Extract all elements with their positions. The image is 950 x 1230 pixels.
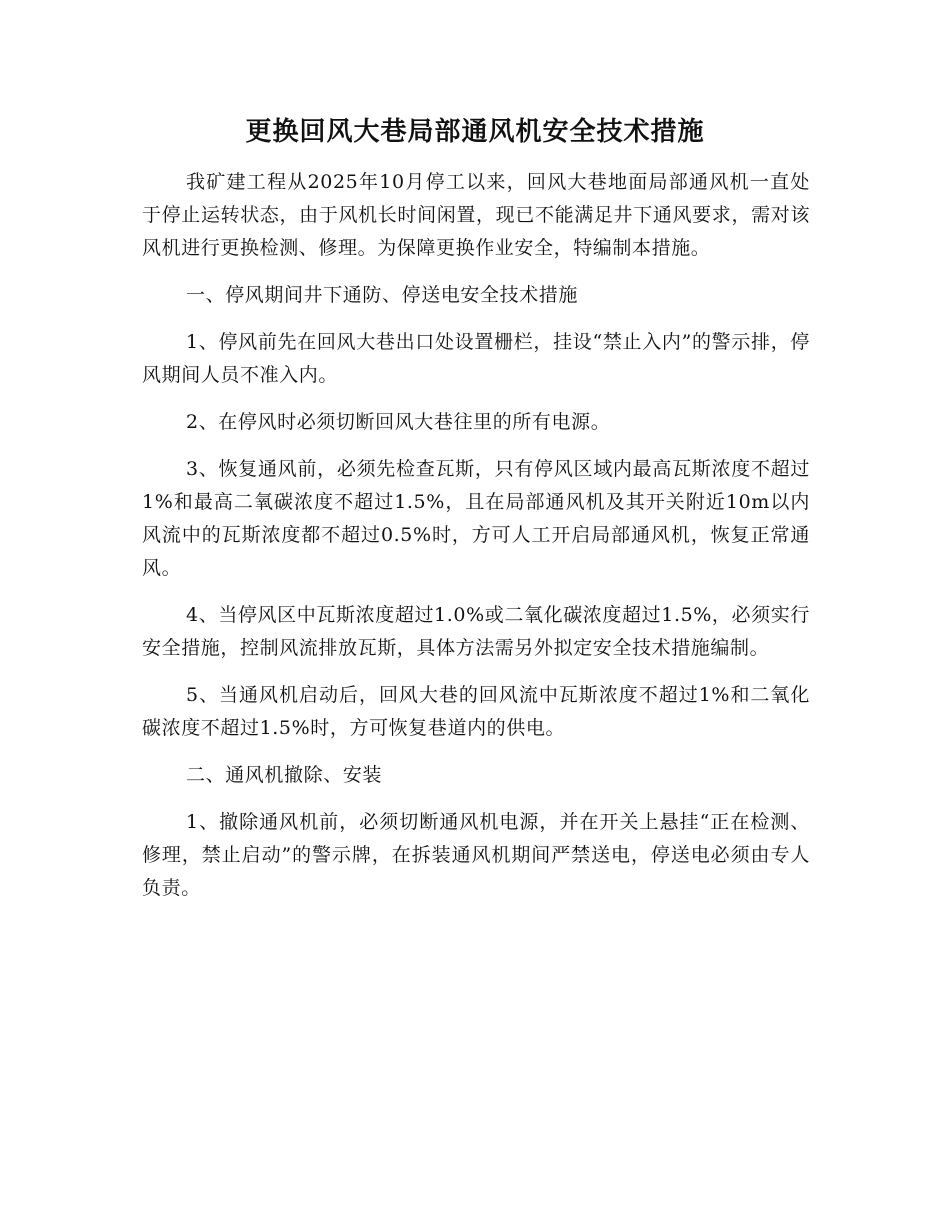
document-body	[142, 166, 810, 919]
section-heading-2: 二、通风机撤除、安装	[186, 764, 383, 786]
section-heading-1: 一、停风期间井下通防、停送电安全技术措施	[186, 284, 579, 306]
section-1-item-1: 1、停风前先在回风大巷出口处设置栅栏，挂设“禁止入内”的警示排，停风期间人员不准入内。	[142, 331, 810, 386]
intro-paragraph: 我矿建工程从2025年10月停工以来，回风大巷地面局部通风机一直处于停止运转状态，由于风机长时间闲置，现已不能满足井下通风要求，需对该风机进行更换检测、修理。为保障更换作业安全，特编制本措施。	[142, 171, 810, 259]
document-title: 更换回风大巷局部通风机安全技术措施	[245, 117, 705, 147]
section-1-item-5: 5、当通风机启动后，回风大巷的回风流中瓦斯浓度不超过1%和二氧化碳浓度不超过1.5%时，方可恢复巷道内的供电。	[142, 684, 810, 739]
section-2-item-1: 1、撤除通风机前，必须切断通风机电源，并在开关上悬挂“正在检测、修理，禁止启动”的警示牌，在拆装通风机期间严禁送电，停送电必须由专人负责。	[142, 811, 810, 899]
section-1-item-4: 4、当停风区中瓦斯浓度超过1.0%或二氧化碳浓度超过1.5%，必须实行安全措施，控制风流排放瓦斯，具体方法需另外拟定安全技术措施编制。	[142, 604, 810, 659]
section-1-item-3: 3、恢复通风前，必须先检查瓦斯，只有停风区域内最高瓦斯浓度不超过1%和最高二氧碳浓度不超过1.5%，且在局部通风机及其开关附近10m以内风流中的瓦斯浓度都不超过0.5%时，方可人工开启局部通风机，恢复正常通风。	[142, 458, 810, 579]
section-1-item-2: 2、在停风时必须切断回风大巷往里的所有电源。	[186, 411, 611, 433]
